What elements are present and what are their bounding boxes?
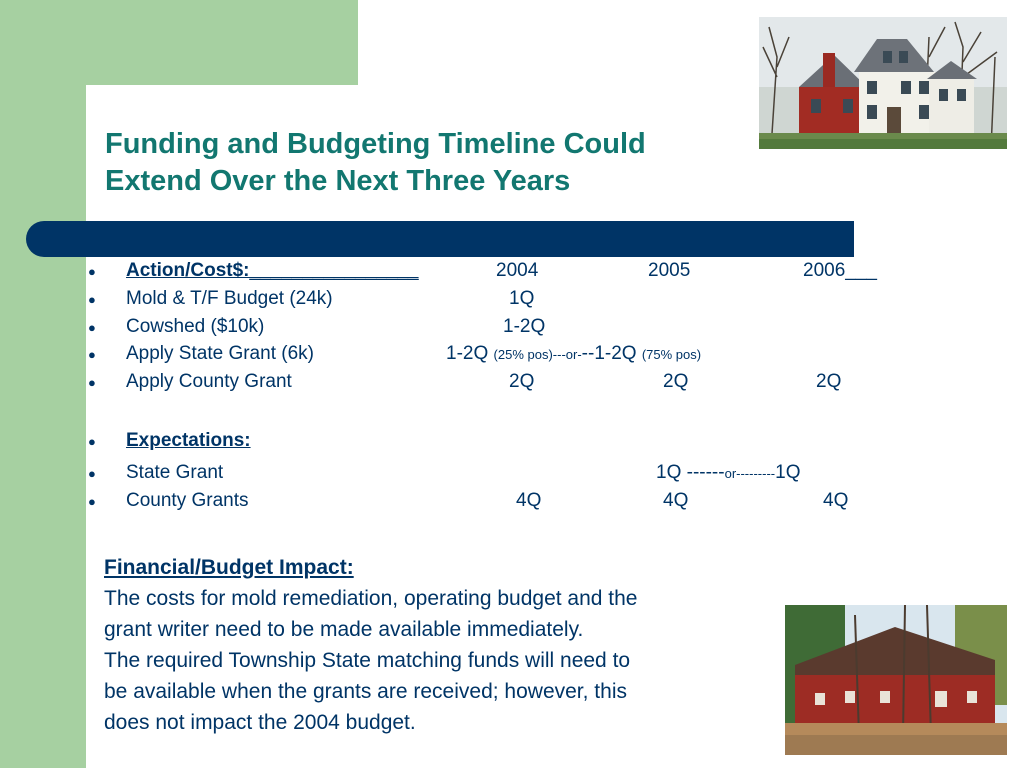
year-2005: 2005: [648, 260, 691, 281]
bullet-icon: ●: [88, 292, 96, 307]
top-green-tab: [0, 0, 358, 85]
farmhouse-photo: [759, 17, 1007, 149]
impact-line: The costs for mold remediation, operating budget and the: [104, 587, 638, 610]
bullet-icon: ●: [88, 375, 96, 390]
financial-impact-section: [104, 552, 784, 738]
impact-line: The required Township State matching funds will need to: [104, 649, 631, 672]
expect-state-value-2: 1Q: [775, 462, 801, 483]
county-2005: 2Q: [663, 371, 689, 392]
county-2004: 2Q: [509, 371, 535, 392]
state-grant-note-2: (75% pos): [641, 347, 702, 362]
row-label: Apply State Grant (6k): [126, 343, 314, 364]
impact-line: does not impact the 2004 budget.: [104, 711, 416, 734]
title-divider-bar: [26, 221, 852, 257]
financial-impact-heading: Financial/Budget Impact:: [104, 556, 354, 579]
bullet-icon: ●: [88, 466, 96, 481]
year-2006: 2006: [803, 260, 846, 281]
title-line-2: Extend Over the Next Three Years: [105, 165, 571, 197]
header-underline-fill: ________________: [249, 260, 419, 281]
row-label: Cowshed ($10k): [126, 316, 265, 337]
title-line-1: Funding and Budgeting Timeline Could: [105, 128, 646, 160]
expect-county-2006: 4Q: [823, 490, 849, 511]
bullet-icon: ●: [88, 264, 96, 279]
row-label: Apply County Grant: [126, 371, 292, 392]
impact-line: be available when the grants are received; however, this: [104, 680, 627, 703]
row-value: 1Q: [509, 288, 535, 309]
header-tail-underline: ___: [845, 260, 877, 281]
state-grant-value-1: 1-2Q: [446, 343, 489, 364]
state-grant-value-2: 1-2Q: [594, 343, 637, 364]
year-2004: 2004: [496, 260, 539, 281]
row-label: Mold & T/F Budget (24k): [126, 288, 333, 309]
expect-state-separator: or---------: [724, 466, 776, 481]
expect-county-2005: 4Q: [663, 490, 689, 511]
bullet-icon: ●: [88, 434, 96, 449]
page-title: [105, 126, 765, 200]
bullet-icon: ●: [88, 320, 96, 335]
impact-line: grant writer need to be made available immediately.: [104, 618, 584, 641]
action-cost-label: Action/Cost$:: [126, 260, 250, 281]
county-2006: 2Q: [816, 371, 842, 392]
state-grant-dash: --: [581, 343, 595, 364]
bullet-icon: ●: [88, 347, 96, 362]
expect-state-value-1: 1Q ------: [656, 462, 725, 483]
left-green-strip: [0, 0, 86, 768]
expectations-heading: Expectations:: [126, 430, 251, 451]
state-grant-note-1: (25% pos)---or-: [493, 347, 582, 362]
bullet-icon: ●: [88, 494, 96, 509]
row-label: County Grants: [126, 490, 249, 511]
row-label: State Grant: [126, 462, 224, 483]
row-value: 1-2Q: [503, 316, 546, 337]
red-barn-photo: [785, 605, 1007, 755]
title-divider-bar-end: [852, 221, 854, 257]
expect-county-2004: 4Q: [516, 490, 542, 511]
